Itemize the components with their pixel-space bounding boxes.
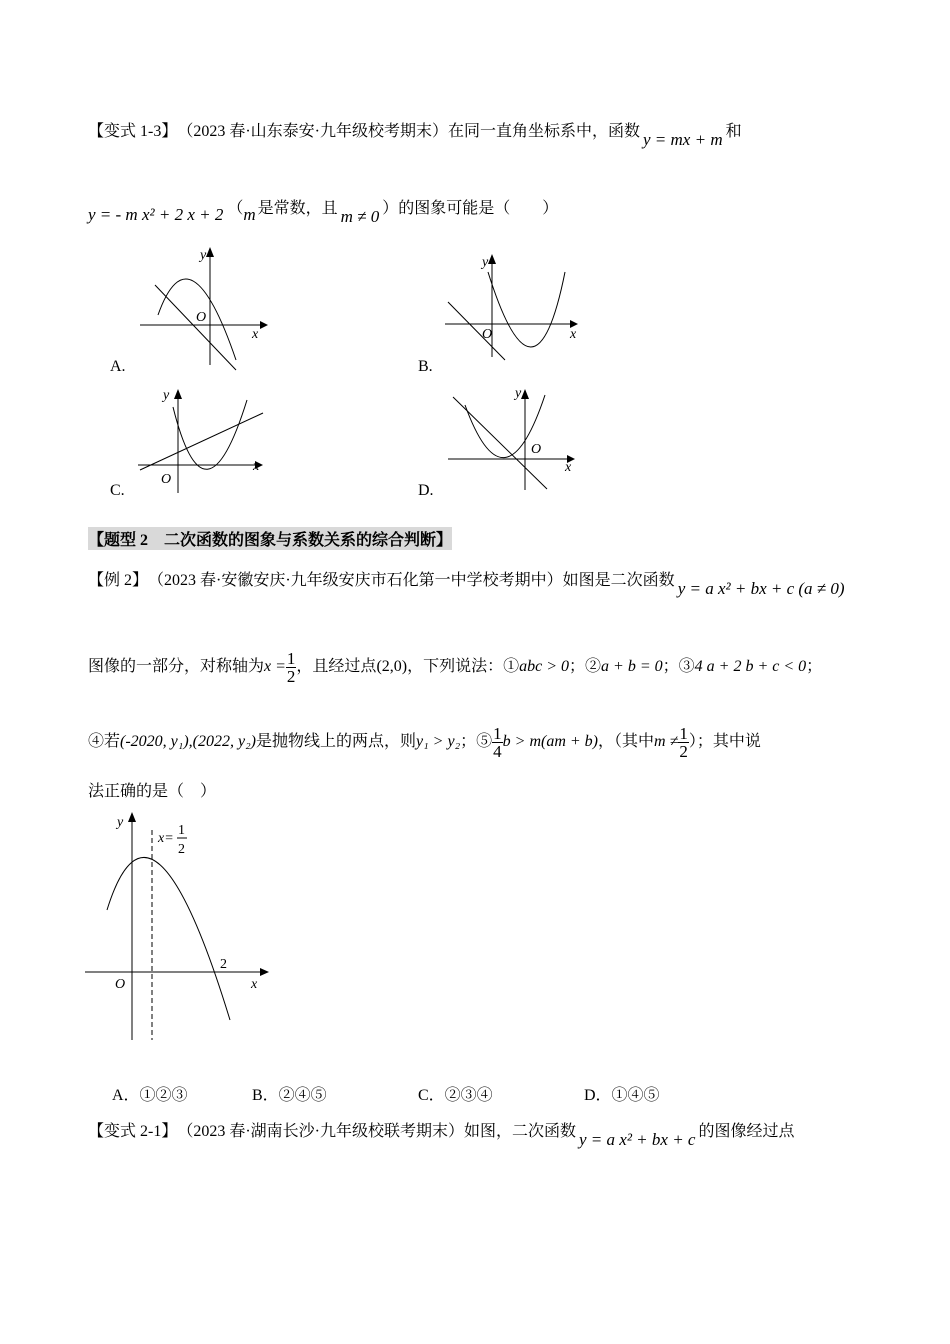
fraction-half: $\frac{1}{2}$ <box>286 649 296 686</box>
text: ，（其中 <box>598 733 655 751</box>
svg-text:x=: x= <box>158 831 174 846</box>
example-label: 【例 2】 <box>88 572 149 589</box>
text: ；② <box>569 658 602 676</box>
graph-option-c[interactable] <box>135 385 275 495</box>
question-1-3-line-1 <box>88 118 742 149</box>
text: ）；其中说 <box>688 733 761 751</box>
graph-option-b[interactable] <box>440 252 580 362</box>
axis-eq: x = <box>264 658 286 676</box>
question-2-1-tail: 的图像经过点 <box>698 1123 795 1140</box>
question-2-1-function: y = a x² + bx + c <box>579 1130 696 1149</box>
paren: （ <box>227 200 244 217</box>
svg-text:y: y <box>200 248 207 263</box>
svg-text:y: y <box>117 815 124 830</box>
svg-text:2: 2 <box>220 957 227 972</box>
svg-text:x: x <box>253 459 260 474</box>
option-d-label: D. <box>418 482 434 499</box>
statement-2: a + b = 0 <box>601 658 663 676</box>
text: 图像的一部分，对称轴为 <box>88 658 265 676</box>
example-line-2 <box>88 650 822 685</box>
formula-parabola: y = - m x² + 2 x + 2 <box>88 205 224 224</box>
example-source: （2023 春·安徽安庆·九年级安庆市石化第一中学校考期中）如图是二次函数 <box>148 572 675 589</box>
choice-d[interactable]: D．①④⑤ <box>584 1087 660 1104</box>
svg-text:O: O <box>482 327 493 342</box>
points: (-2020, y₁),(2022, y₂) <box>120 733 256 751</box>
svg-text:O: O <box>196 310 207 325</box>
statement-3: 4 a + 2 b + c < 0 <box>694 658 807 676</box>
option-c-label: C. <box>110 482 125 499</box>
example-function: y = a x² + bx + c (a ≠ 0) <box>677 579 845 598</box>
choice-c[interactable]: C．②③④ <box>418 1087 493 1104</box>
fraction-quarter: $\frac{1}{4}$ <box>493 724 502 761</box>
text: ； <box>806 658 823 676</box>
svg-text:1: 1 <box>178 823 185 838</box>
and-text: 和 <box>725 123 742 140</box>
text: ；⑤ <box>460 733 493 751</box>
m-var: m <box>243 205 256 224</box>
question-1-3-line-2 <box>88 195 559 226</box>
svg-text:O: O <box>531 442 542 457</box>
question-tail: ）的图象可能是（ ） <box>382 200 559 217</box>
text: 是抛物线上的两点，则 <box>255 733 416 751</box>
statement-4: y₁ > y₂ <box>416 733 461 751</box>
statement-1: abc > 0 <box>519 658 570 676</box>
svg-text:y: y <box>163 388 170 403</box>
svg-text:x: x <box>252 327 259 342</box>
option-a-label: A. <box>110 358 126 375</box>
question-source: （2023 春·山东泰安·九年级校考期末）在同一直角坐标系中，函数 <box>177 123 641 140</box>
svg-text:O: O <box>161 472 172 487</box>
svg-text:x: x <box>570 327 577 342</box>
choice-b[interactable]: B．②④⑤ <box>252 1087 327 1104</box>
svg-text:O: O <box>115 977 126 992</box>
formula-line: y = mx + m <box>643 130 723 149</box>
example-line-4: 法正确的是（ ） <box>88 783 217 800</box>
text: ；③ <box>662 658 695 676</box>
point: (2,0) <box>376 658 408 676</box>
svg-text:x: x <box>565 460 572 475</box>
example-2-graph <box>85 810 275 1040</box>
svg-text:y: y <box>515 386 522 401</box>
question-label: 【变式 2-1】 <box>88 1123 178 1140</box>
svg-text:y: y <box>482 255 489 270</box>
question-source: （2023 春·湖南长沙·九年级校联考期末）如图，二次函数 <box>177 1123 577 1140</box>
example-2-header <box>88 567 848 598</box>
svg-text:x: x <box>251 977 258 992</box>
example-line-3 <box>88 725 761 760</box>
option-b-label: B. <box>418 358 433 375</box>
text: ，且经过点 <box>296 658 377 676</box>
question-label: 【变式 1-3】 <box>88 123 178 140</box>
m-condition: m ≠ <box>654 733 679 751</box>
question-2-1-header <box>88 1118 795 1149</box>
const-text: 是常数，且 <box>257 200 338 217</box>
condition: m ≠ 0 <box>340 207 380 226</box>
text: ④若 <box>88 733 121 751</box>
statement-5: b > m(am + b) <box>502 733 598 751</box>
fraction-half-2: $\frac{1}{2}$ <box>679 724 688 761</box>
section-title: 【题型 2 二次函数的图象与系数关系的综合判断】 <box>88 527 452 550</box>
graph-option-a[interactable] <box>130 245 270 370</box>
graph-option-d[interactable] <box>445 385 585 495</box>
svg-text:2: 2 <box>178 842 185 857</box>
choice-a[interactable]: A．①②③ <box>112 1087 188 1104</box>
text: ，下列说法：① <box>407 658 520 676</box>
